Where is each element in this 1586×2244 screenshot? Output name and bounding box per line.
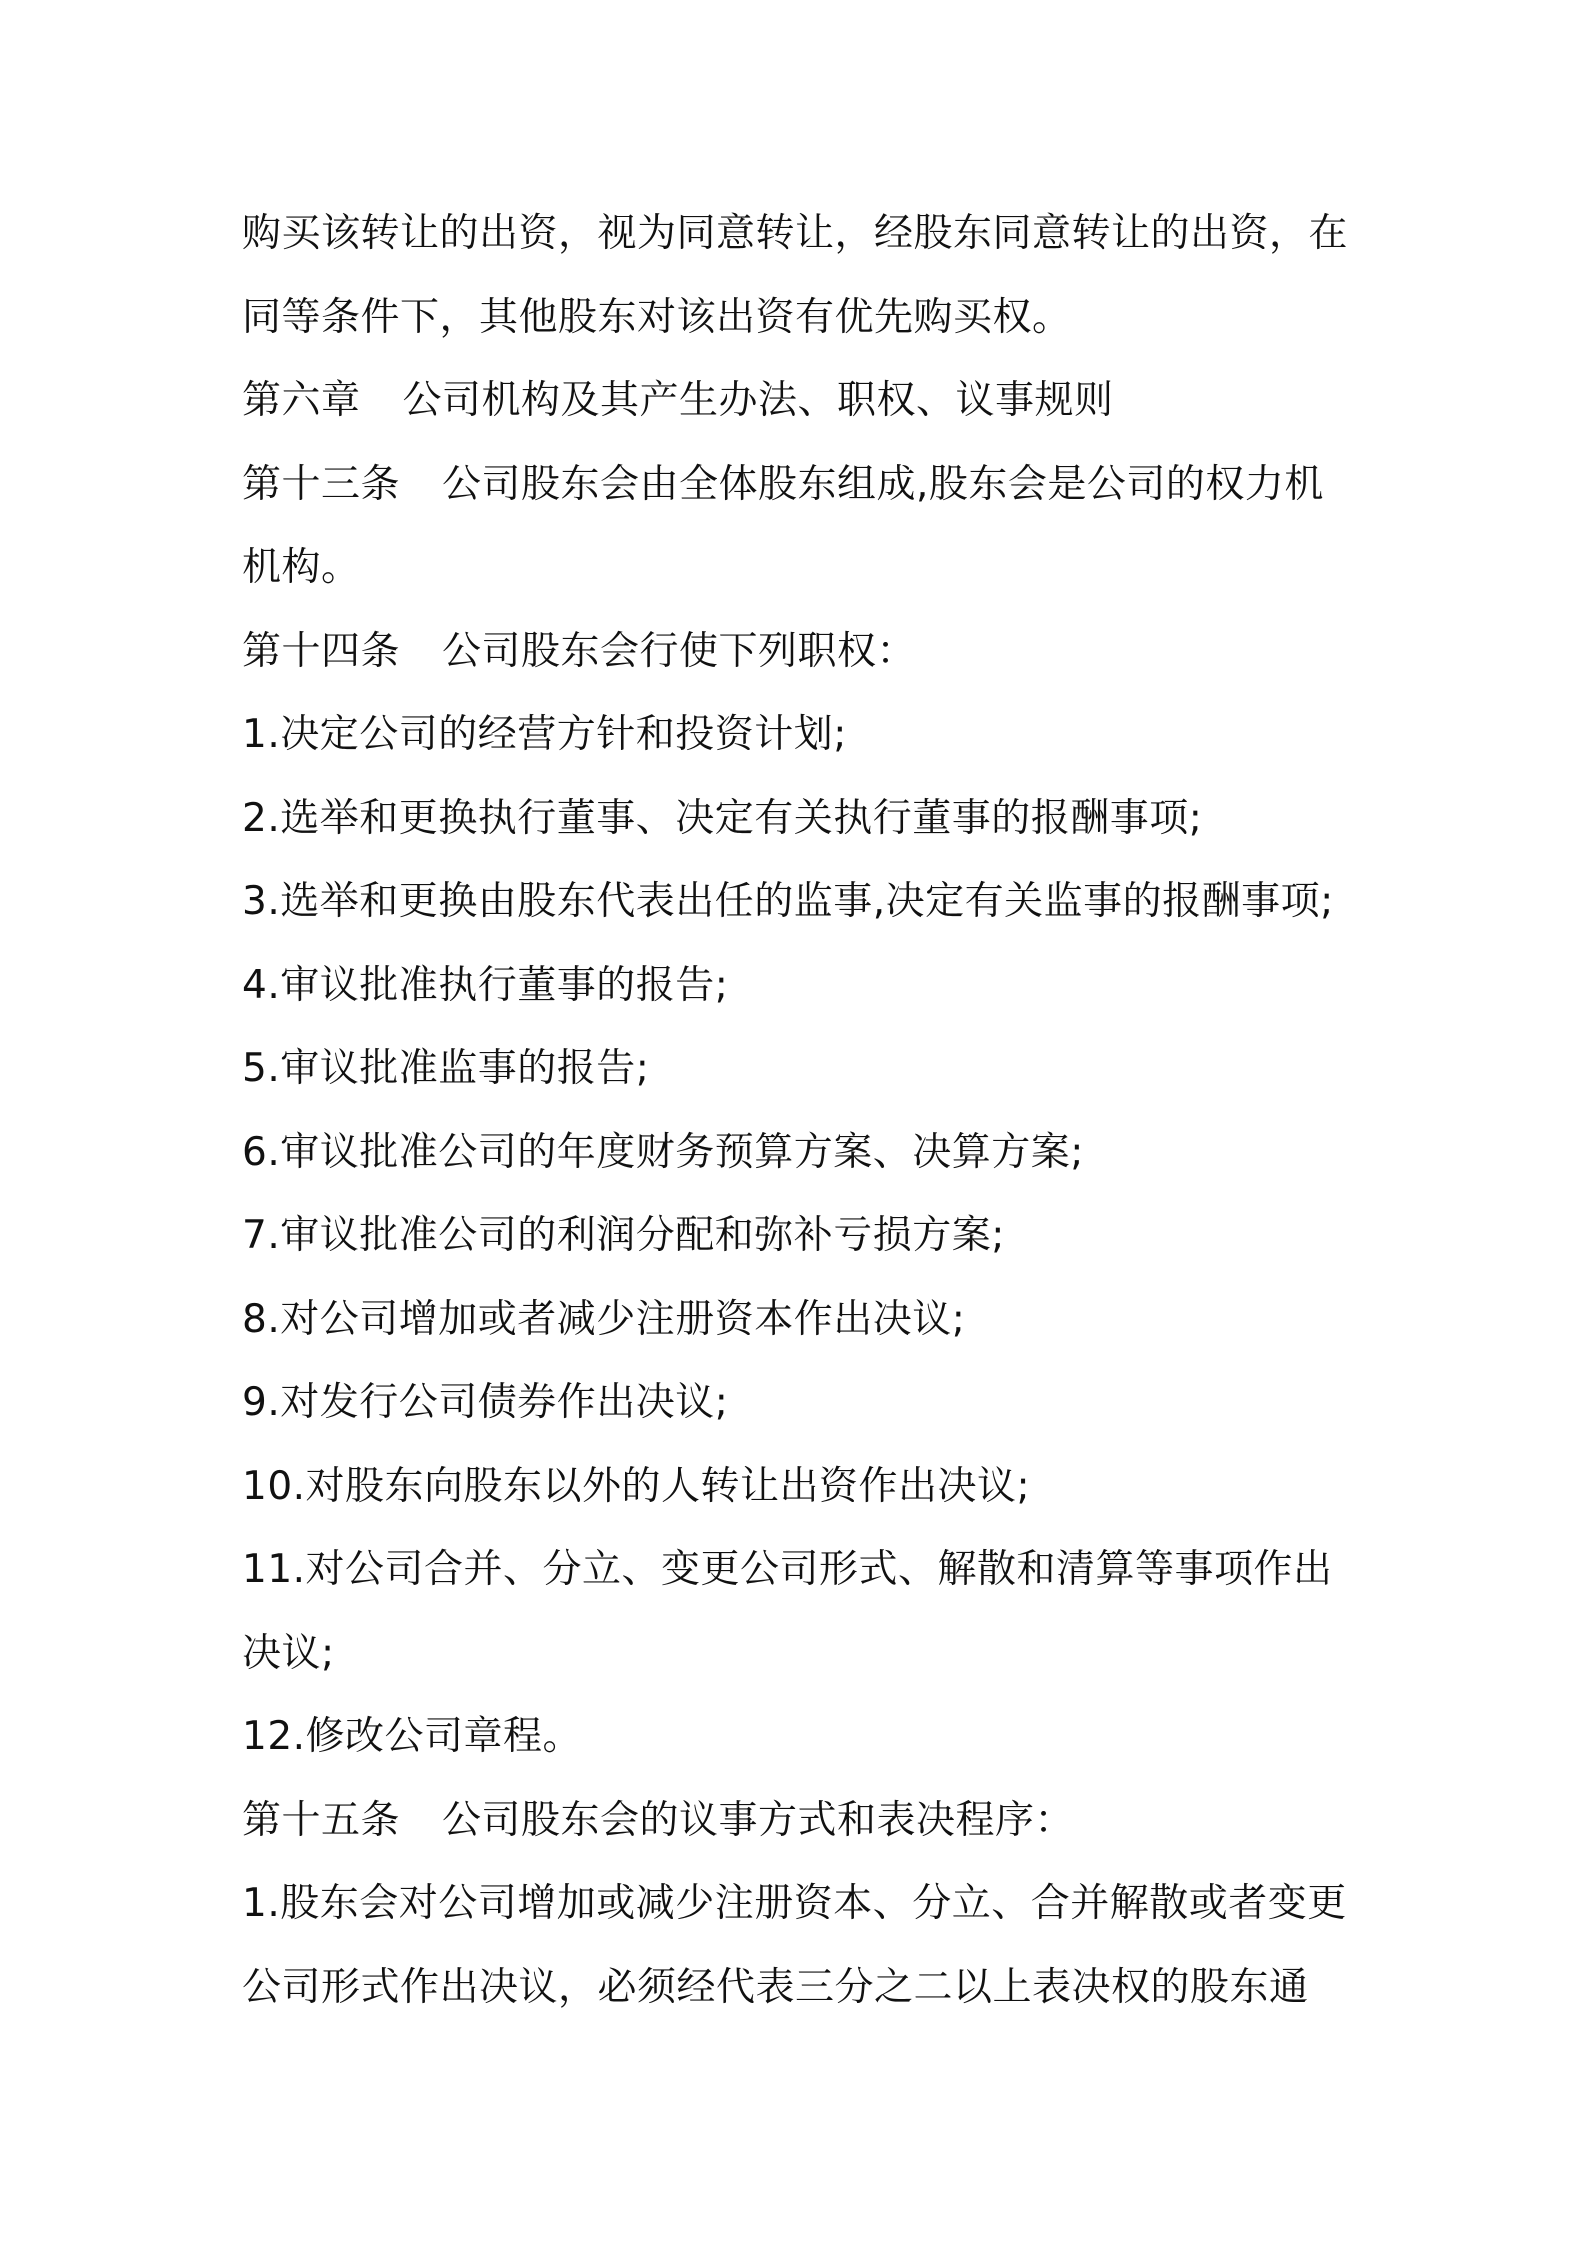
list-item: 9.对发行公司债券作出决议; bbox=[242, 1380, 729, 1425]
list-item: 10.对股东向股东以外的人转让出资作出决议; bbox=[242, 1463, 1031, 1509]
article-label: 第十五条 bbox=[242, 1797, 401, 1843]
list-item: 5.审议批准监事的报告; bbox=[242, 1046, 650, 1091]
list-item: 3.选举和更换由股东代表出任的监事,决定有关监事的报酬事项; bbox=[242, 879, 1334, 924]
list-item: 12.修改公司章程。 bbox=[242, 1714, 583, 1759]
text-line: 机构。 bbox=[242, 545, 361, 590]
document-body bbox=[242, 192, 1352, 2029]
chapter-title: 公司机构及其产生办法、职权、议事规则 bbox=[402, 378, 1114, 423]
article-label: 第十四条 bbox=[242, 628, 401, 674]
text-line: 决议; bbox=[242, 1630, 335, 1676]
article-heading bbox=[242, 610, 1352, 694]
article-text: 公司股东会由全体股东组成,股东会是公司的权力机 bbox=[442, 461, 1324, 507]
article-label: 第十三条 bbox=[242, 461, 401, 507]
list-item: 4.审议批准执行董事的报告; bbox=[242, 962, 729, 1008]
article-heading bbox=[242, 1779, 1352, 1863]
text-line: 公司形式作出决议，必须经代表三分之二以上表决权的股东通 bbox=[242, 1964, 1309, 2010]
list-item: 2.选举和更换执行董事、决定有关执行董事的报酬事项; bbox=[242, 795, 1203, 841]
chapter-label: 第六章 bbox=[242, 378, 361, 423]
list-item: 11.对公司合并、分立、变更公司形式、解散和清算等事项作出 bbox=[242, 1547, 1333, 1592]
article-text: 公司股东会的议事方式和表决程序： bbox=[442, 1797, 1075, 1843]
list-item: 8.对公司增加或者减少注册资本作出决议; bbox=[242, 1296, 966, 1342]
list-item: 1.股东会对公司增加或减少注册资本、分立、合并解散或者变更 bbox=[242, 1881, 1347, 1926]
text-line: 同等条件下，其他股东对该出资有优先购买权。 bbox=[242, 294, 1072, 340]
article-text: 公司股东会行使下列职权： bbox=[442, 628, 917, 674]
list-item: 1.决定公司的经营方针和投资计划; bbox=[242, 712, 847, 757]
chapter-heading bbox=[242, 359, 1352, 443]
list-item: 7.审议批准公司的利润分配和弥补亏损方案; bbox=[242, 1213, 1005, 1258]
article-heading bbox=[242, 443, 1352, 527]
text-line: 购买该转让的出资，视为同意转让，经股东同意转让的出资，在 bbox=[242, 211, 1349, 256]
list-item: 6.审议批准公司的年度财务预算方案、决算方案; bbox=[242, 1129, 1084, 1175]
